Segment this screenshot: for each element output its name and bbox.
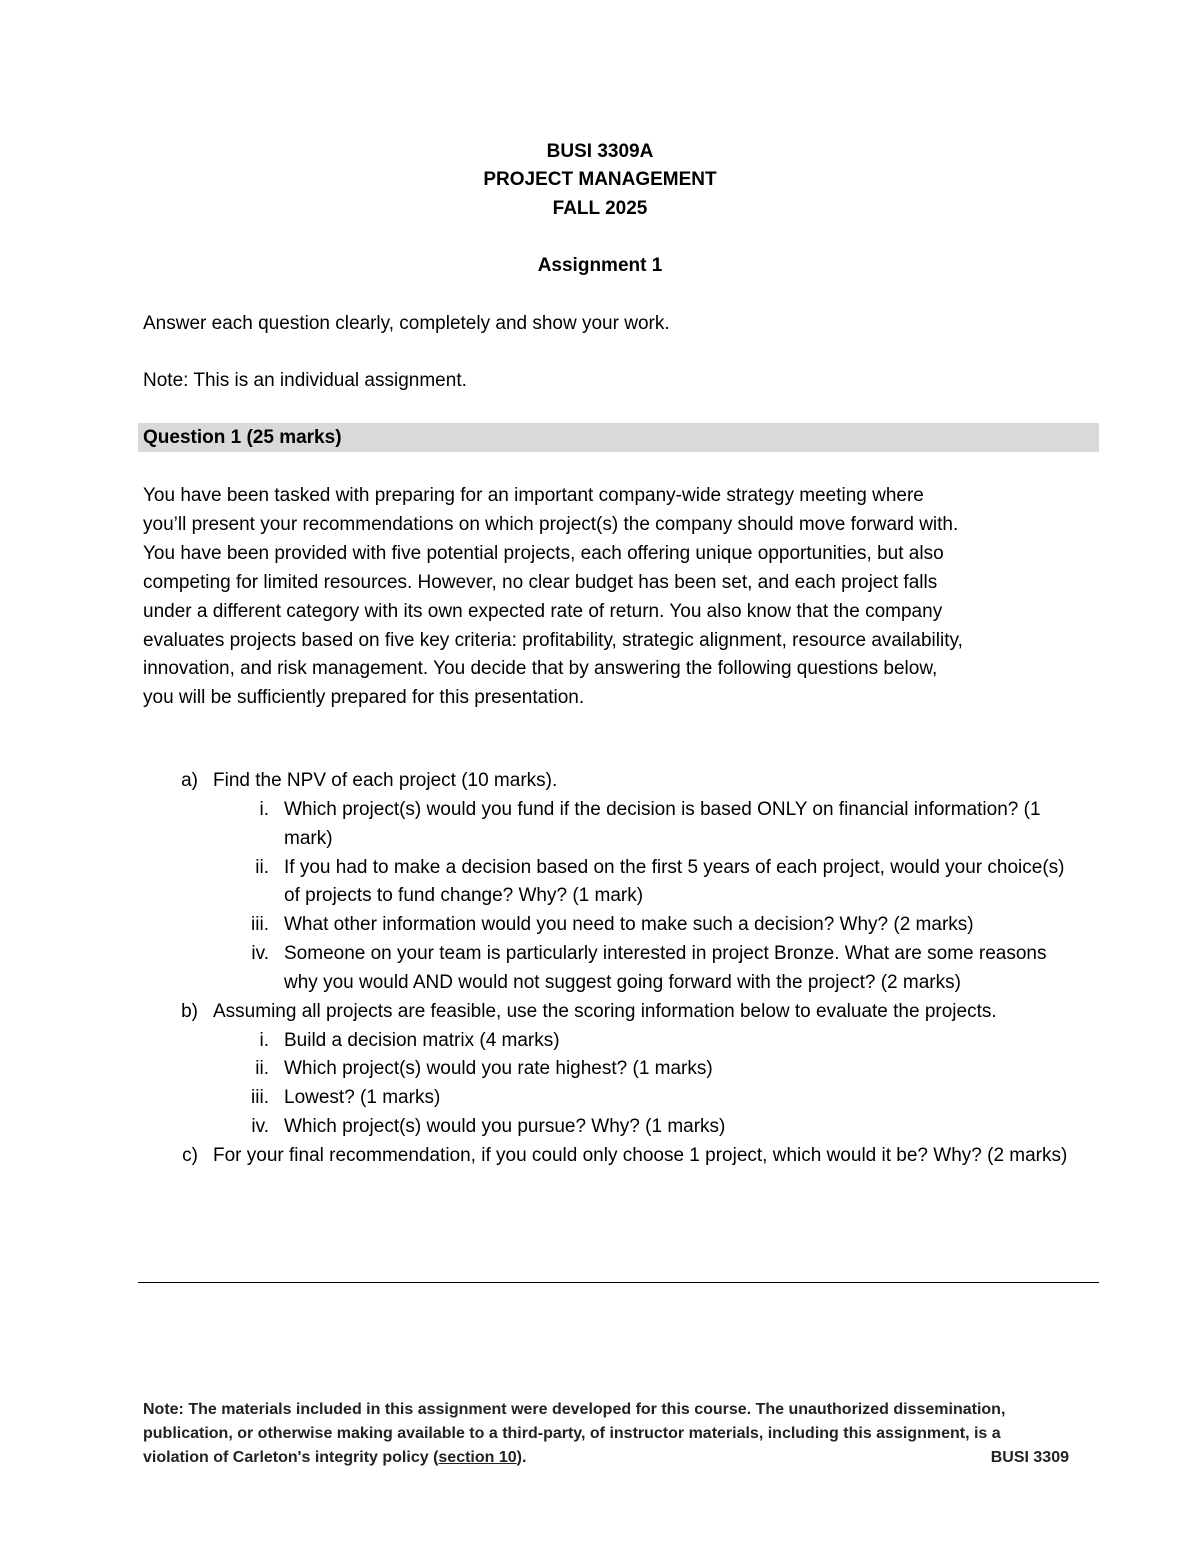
body-line: evaluates projects based on five key criteria: profitability, strategic alignment, resource availability, bbox=[143, 629, 963, 651]
sub-question-item bbox=[0, 854, 1200, 912]
question-item bbox=[0, 998, 1200, 1027]
item-marker: i. bbox=[259, 1029, 269, 1051]
course-name: PROJECT MANAGEMENT bbox=[483, 169, 717, 190]
individual-note: Note: This is an individual assignment. bbox=[143, 370, 467, 391]
question-item bbox=[0, 1142, 1200, 1171]
footer-line: Note: The materials included in this assignment were developed for this course. The unauthorized dissemination, bbox=[143, 1401, 1006, 1418]
sub-question-item bbox=[0, 911, 1200, 940]
term: FALL 2025 bbox=[552, 198, 648, 219]
item-text: Assuming all projects are feasible, use the scoring information below to evaluate the projects. bbox=[213, 1000, 997, 1022]
item-marker: iv. bbox=[251, 1116, 269, 1138]
footer-text: ). bbox=[516, 1449, 527, 1466]
sub-question-item bbox=[0, 1113, 1200, 1142]
body-line: innovation, and risk management. You decide that by answering the following questions below, bbox=[143, 658, 938, 680]
item-text: Lowest? (1 marks) bbox=[284, 1087, 441, 1109]
item-marker: a) bbox=[181, 770, 198, 791]
sub-question-item bbox=[0, 796, 1200, 854]
footer-text: violation of Carleton's integrity policy ( bbox=[143, 1449, 439, 1466]
course-tag: BUSI 3309 bbox=[990, 1449, 1069, 1466]
question-item bbox=[0, 767, 1200, 796]
item-marker: c) bbox=[182, 1144, 198, 1166]
question-heading-bar bbox=[138, 423, 1099, 452]
item-marker: iii. bbox=[251, 914, 269, 936]
item-text: What other information would you need to make such a decision? Why? (2 marks) bbox=[284, 914, 974, 936]
item-marker: b) bbox=[181, 1000, 198, 1022]
item-marker: ii. bbox=[255, 856, 269, 878]
item-text: Which project(s) would you rate highest? (1 marks) bbox=[284, 1058, 713, 1080]
divider-rule bbox=[138, 1282, 1099, 1283]
instruction-line: Answer each question clearly, completely and show your work. bbox=[143, 313, 670, 334]
sub-question-item bbox=[0, 1084, 1200, 1113]
body-line: you will be sufficiently prepared for this presentation. bbox=[143, 687, 585, 709]
body-line: competing for limited resources. However, no clear budget has been set, and each project falls bbox=[143, 571, 938, 593]
sub-question-item bbox=[0, 940, 1200, 998]
question-body bbox=[143, 482, 1103, 713]
item-marker: ii. bbox=[255, 1058, 269, 1080]
sub-question-item bbox=[0, 1055, 1200, 1084]
item-marker: i. bbox=[259, 798, 269, 820]
course-code: BUSI 3309A bbox=[546, 141, 654, 162]
footer-line: publication, or otherwise making available to a third-party, of instructor materials, including this assignment, is a bbox=[143, 1425, 1001, 1442]
footer-line bbox=[143, 1446, 1073, 1470]
body-line: under a different category with its own expected rate of return. You also know that the company bbox=[143, 600, 943, 622]
item-marker: iv. bbox=[251, 943, 269, 965]
item-text: Find the NPV of each project (10 marks). bbox=[213, 770, 558, 791]
item-marker: iii. bbox=[251, 1087, 269, 1109]
body-line: You have been tasked with preparing for an important company-wide strategy meeting where bbox=[143, 485, 924, 506]
item-text: Which project(s) would you fund if the decision is based ONLY on financial information? (1 mark) bbox=[284, 798, 1041, 849]
sub-question-item bbox=[0, 1027, 1200, 1056]
question-list bbox=[0, 767, 1200, 1171]
integrity-policy-link[interactable]: section 10 bbox=[438, 1449, 517, 1466]
body-line: you’ll present your recommendations on which project(s) the company should move forward with. bbox=[143, 513, 959, 535]
assignment-title: Assignment 1 bbox=[537, 255, 663, 276]
item-text: If you had to make a decision based on the first 5 years of each project, would your choice(s) of projects to fund change? Why? (1 mark) bbox=[284, 856, 1065, 907]
item-text: Build a decision matrix (4 marks) bbox=[284, 1029, 560, 1051]
question-heading: Question 1 (25 marks) bbox=[143, 427, 342, 448]
body-line: You have been provided with five potential projects, each offering unique opportunities, but also bbox=[143, 542, 944, 564]
item-text: For your final recommendation, if you could only choose 1 project, which would it be? Why? (2 marks) bbox=[213, 1144, 1068, 1166]
item-text: Someone on your team is particularly interested in project Bronze. What are some reasons why you would AND would not suggest going forward with the project? (2 marks) bbox=[284, 943, 1047, 993]
footer-note bbox=[143, 1398, 1073, 1470]
item-text: Which project(s) would you pursue? Why? (1 marks) bbox=[284, 1116, 726, 1138]
